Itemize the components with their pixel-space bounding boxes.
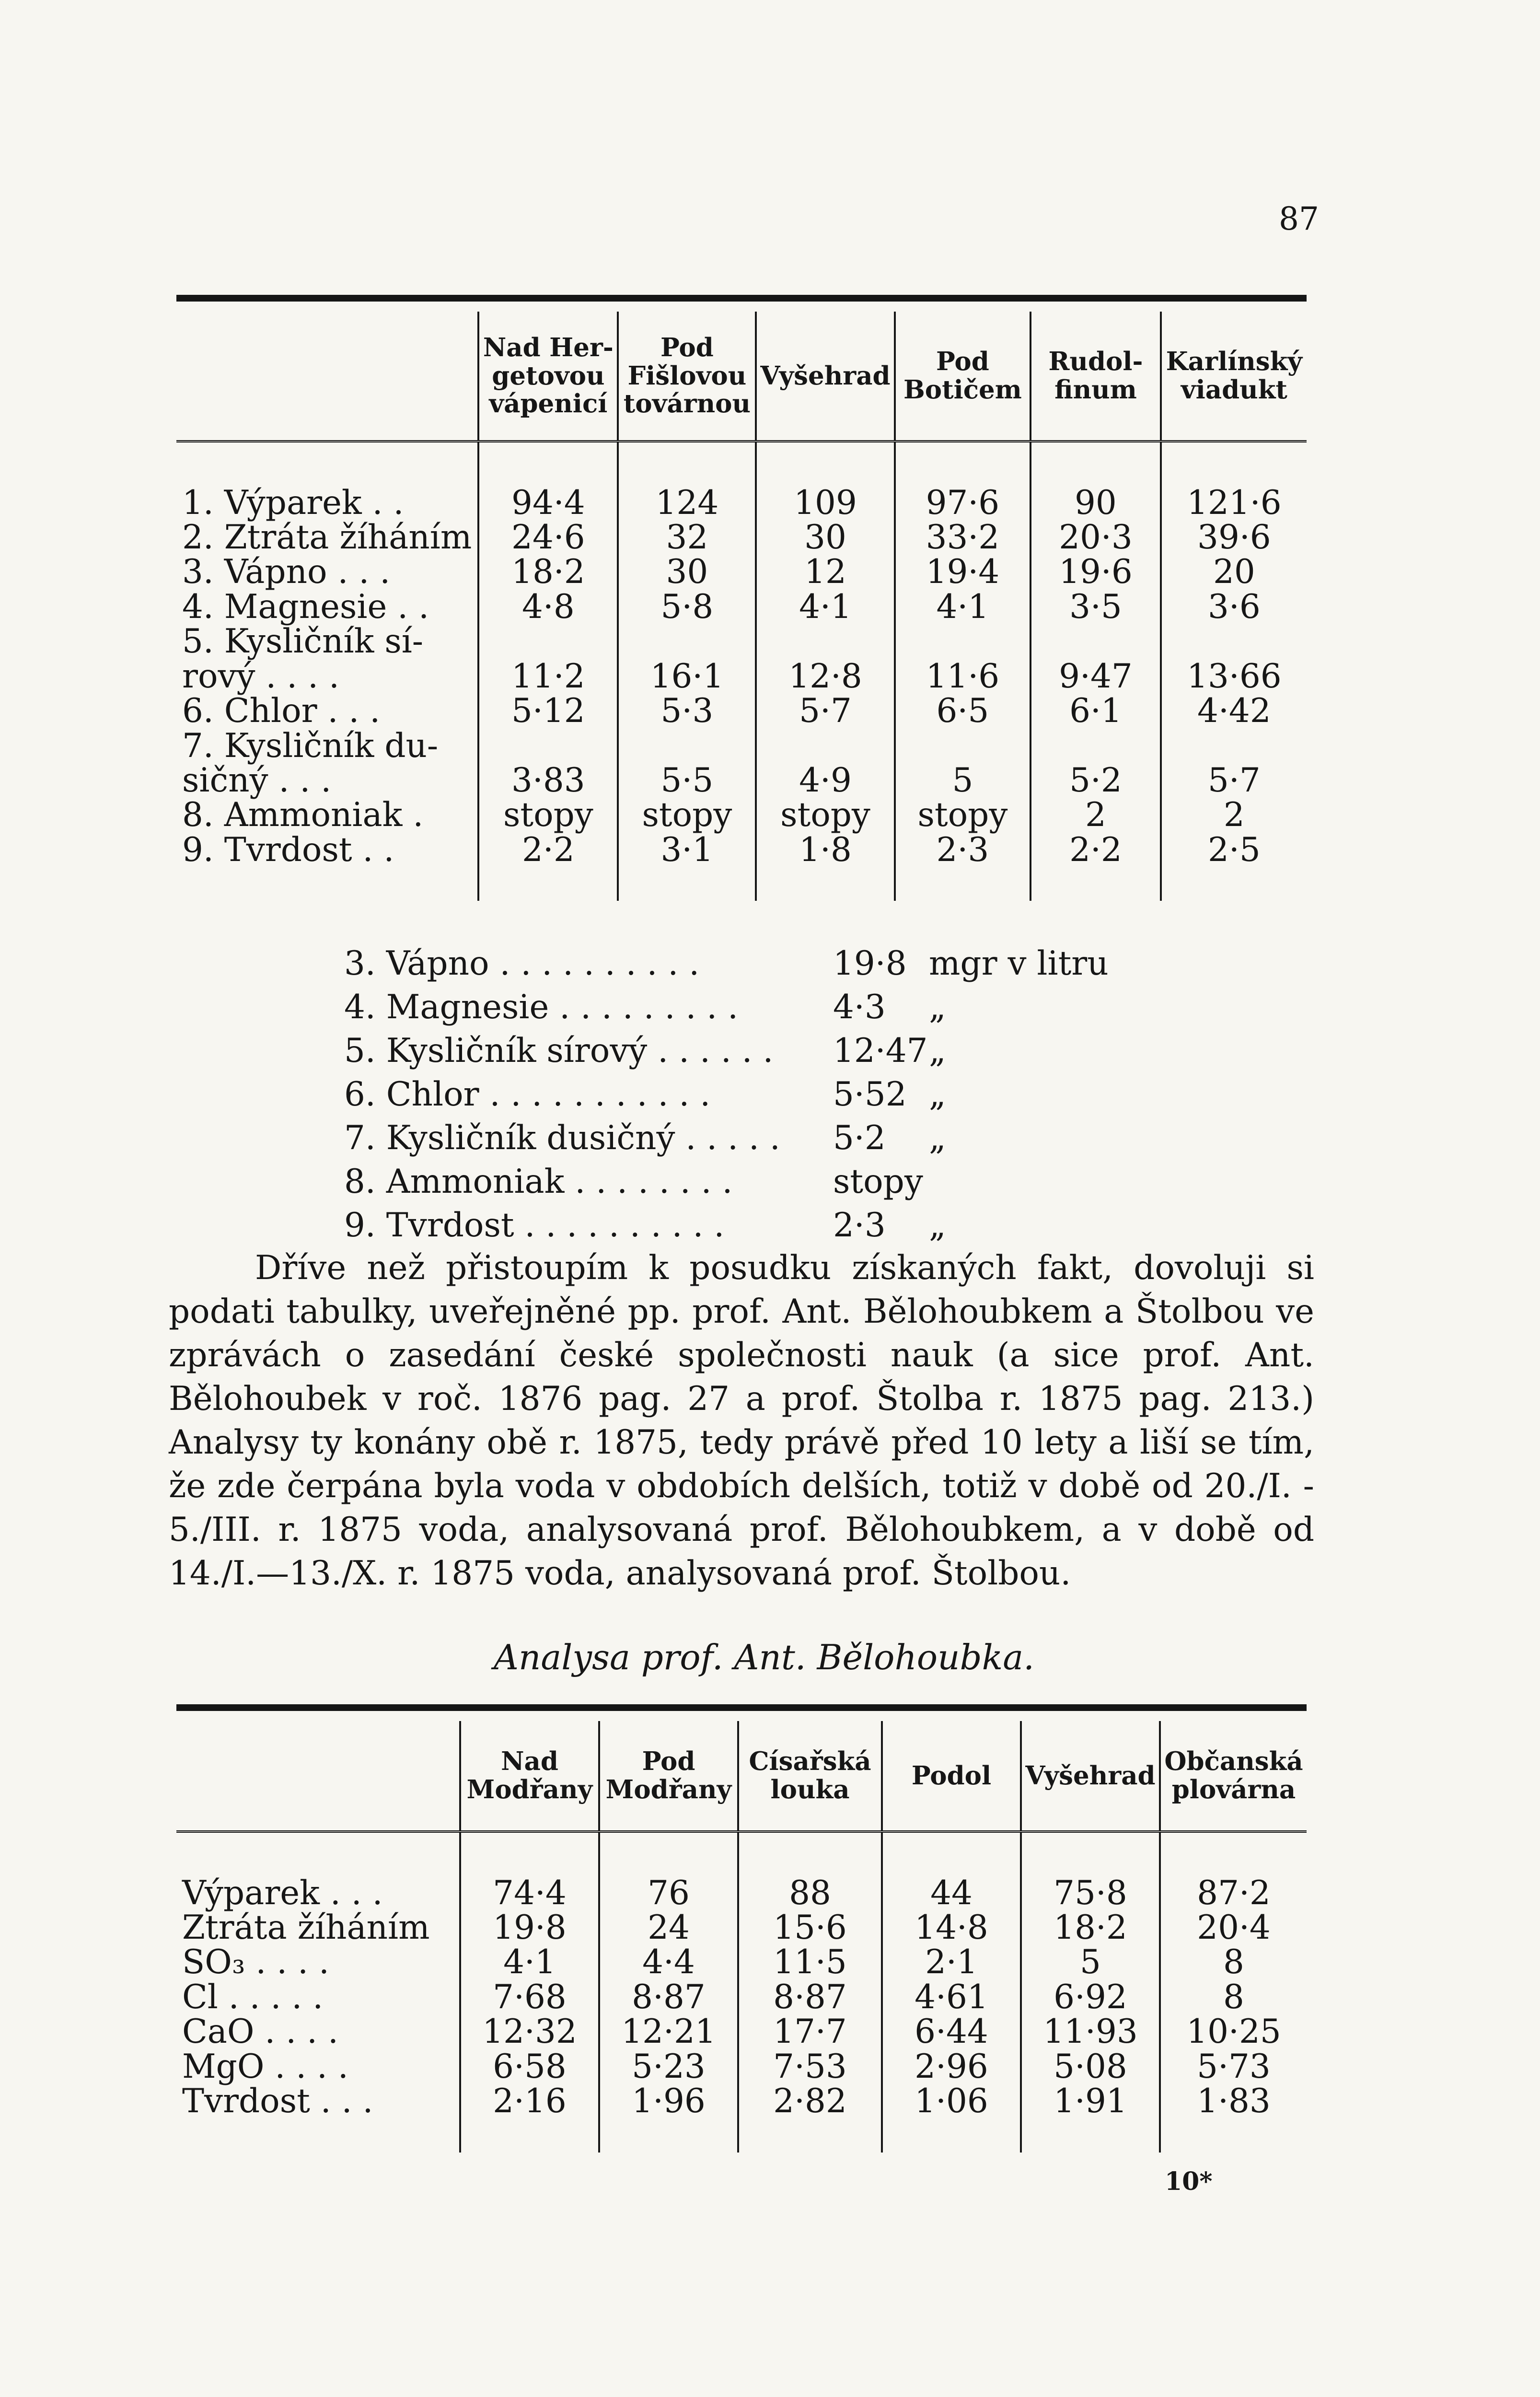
table1 <box>176 312 1307 901</box>
table2-tail-cell <box>176 2119 460 2153</box>
table-row <box>176 2084 1307 2118</box>
row-label: 6. Chlor . . . <box>182 692 381 731</box>
table-cell: 109 <box>756 486 894 520</box>
table-cell: 17·7 <box>738 2014 882 2049</box>
table-cell: 97·6 <box>895 486 1031 520</box>
row-label: 8. Ammoniak . <box>182 796 424 835</box>
list-item-label: 6. Chlor . . . . . . . . . . . <box>344 1075 711 1114</box>
list-item-value: 2·3 <box>833 1206 886 1245</box>
table-cell: 90 <box>1031 486 1161 520</box>
table-cell: 12 <box>756 555 894 589</box>
table-cell: 1·91 <box>1021 2084 1160 2118</box>
table-cell: 8 <box>1160 1945 1307 1979</box>
table2-tail-cell <box>1160 2119 1307 2153</box>
table-cell: 4·1 <box>460 1945 599 1979</box>
table-row <box>176 2014 1307 2049</box>
list-item <box>344 1073 1109 1117</box>
table2-tail-cell <box>738 2119 882 2153</box>
table-cell: 5·08 <box>1021 2049 1160 2084</box>
table-cell: 2 <box>1161 798 1307 832</box>
table-cell: 2·16 <box>460 2084 599 2118</box>
table1-tail-row <box>176 867 1307 901</box>
table-cell: 18·2 <box>478 555 618 589</box>
table-cell: 11·2 <box>478 659 618 694</box>
row-label: SO₃ . . . . <box>182 1943 329 1982</box>
table-cell <box>618 729 756 763</box>
table-cell: 44 <box>882 1876 1021 1910</box>
table-cell <box>478 729 618 763</box>
table2-tail-cell <box>460 2119 599 2153</box>
table1-spacer-cell <box>895 441 1031 486</box>
table-cell: 2·82 <box>738 2084 882 2118</box>
table-cell <box>1161 624 1307 659</box>
table-row <box>176 590 1307 624</box>
table-cell: 4·61 <box>882 1980 1021 2014</box>
table2 <box>176 1721 1307 2153</box>
table-cell: 11·5 <box>738 1945 882 1979</box>
table1-spacer-cell <box>1161 441 1307 486</box>
table2-header-5: Občanská plovárna <box>1160 1721 1307 1831</box>
summary-list <box>344 942 1109 1247</box>
row-label: 2. Ztráta žíháním <box>182 518 472 557</box>
table-cell: 39·6 <box>1161 520 1307 555</box>
table2-spacer-cell <box>599 1831 738 1876</box>
row-label: Cl . . . . . <box>182 1978 324 2016</box>
signature-mark: 10* <box>1165 2167 1213 2196</box>
table-cell <box>895 624 1031 659</box>
row-label: 5. Kysličník sí- <box>182 622 424 661</box>
table-row <box>176 833 1307 867</box>
table2-spacer-cell <box>1021 1831 1160 1876</box>
table-cell: 12·32 <box>460 2014 599 2049</box>
table-row <box>176 555 1307 589</box>
table-cell: 11·6 <box>895 659 1031 694</box>
list-item-value: stopy <box>833 1163 923 1201</box>
table-cell: 33·2 <box>895 520 1031 555</box>
table2-tail-cell <box>1021 2119 1160 2153</box>
table-cell: 4·42 <box>1161 694 1307 728</box>
list-item-unit: „ <box>929 1206 946 1245</box>
table-cell: 7·68 <box>460 1980 599 2014</box>
table-cell: 3·6 <box>1161 590 1307 624</box>
table-cell: 16·1 <box>618 659 756 694</box>
list-item-label: 9. Tvrdost . . . . . . . . . . <box>344 1206 725 1245</box>
table-row <box>176 1980 1307 2014</box>
table2-tail-cell <box>882 2119 1021 2153</box>
list-item <box>344 1160 1109 1204</box>
table1-top-rule <box>176 295 1307 302</box>
table-cell: 5·7 <box>756 694 894 728</box>
table1-header-5: Karlínský viadukt <box>1161 312 1307 441</box>
table-cell: 1·8 <box>756 833 894 867</box>
table-cell: 20·3 <box>1031 520 1161 555</box>
table1-header-3: Pod Botičem <box>895 312 1031 441</box>
table-cell: 87·2 <box>1160 1876 1307 1910</box>
table1-header-row <box>176 312 1307 441</box>
table-cell: 74·4 <box>460 1876 599 1910</box>
table-cell: 6·1 <box>1031 694 1161 728</box>
table-row <box>176 763 1307 798</box>
row-label: Výparek . . . <box>182 1873 383 1912</box>
table2-tail-row <box>176 2119 1307 2153</box>
table2-header-4: Vyšehrad <box>1021 1721 1160 1831</box>
list-item-label: 8. Ammoniak . . . . . . . . <box>344 1163 733 1201</box>
table-cell: 2 <box>1031 798 1161 832</box>
table-cell: 6·92 <box>1021 1980 1160 2014</box>
table-row <box>176 659 1307 694</box>
table-cell: 5·2 <box>1031 763 1161 798</box>
table-row <box>176 694 1307 728</box>
table-row <box>176 2049 1307 2084</box>
table2-top-rule <box>176 1704 1307 1711</box>
table-cell: 2·5 <box>1161 833 1307 867</box>
table2-header-3: Podol <box>882 1721 1021 1831</box>
table1-corner <box>176 312 478 441</box>
table-cell: 5·23 <box>599 2049 738 2084</box>
list-item-label: 3. Vápno . . . . . . . . . . <box>344 944 700 983</box>
table1-spacer-row <box>176 441 1307 486</box>
table-cell: 30 <box>618 555 756 589</box>
row-label: 9. Tvrdost . . <box>182 830 394 869</box>
table-cell: 5·73 <box>1160 2049 1307 2084</box>
table-cell: 11·93 <box>1021 2014 1160 2049</box>
table-cell <box>1031 624 1161 659</box>
table-cell: 4·8 <box>478 590 618 624</box>
table-cell: 7·53 <box>738 2049 882 2084</box>
table-cell: 8 <box>1160 1980 1307 2014</box>
table-cell: 8·87 <box>738 1980 882 2014</box>
row-label: 7. Kysličník du- <box>182 726 439 765</box>
table-cell: stopy <box>478 798 618 832</box>
row-label: sičný . . . <box>182 761 332 800</box>
list-item-value: 4·3 <box>833 988 886 1026</box>
table2-header-1: Pod Modřany <box>599 1721 738 1831</box>
table-cell: 2·2 <box>1031 833 1161 867</box>
table-cell: 12·8 <box>756 659 894 694</box>
table-cell: 30 <box>756 520 894 555</box>
table-cell: 1·96 <box>599 2084 738 2118</box>
table-cell: 124 <box>618 486 756 520</box>
table-cell: 8·87 <box>599 1980 738 2014</box>
row-label: 1. Výparek . . <box>182 483 404 522</box>
table2-header-row <box>176 1721 1307 1831</box>
table-cell: 5·8 <box>618 590 756 624</box>
table2-caption: Analysa prof. Ant. Bělohoubka. <box>494 1637 1035 1677</box>
table-cell: 20·4 <box>1160 1910 1307 1945</box>
list-item <box>344 942 1109 986</box>
table1-spacer-cell <box>756 441 894 486</box>
table-cell: 4·1 <box>895 590 1031 624</box>
table1-tail-cell <box>895 867 1031 901</box>
table-row <box>176 1910 1307 1945</box>
table2-spacer-row <box>176 1831 1307 1876</box>
list-item-unit: „ <box>929 1119 946 1157</box>
table-cell: 4·1 <box>756 590 894 624</box>
table1-header-1: Pod Fišlovou továrnou <box>618 312 756 441</box>
row-label: Tvrdost . . . <box>182 2082 373 2121</box>
table1-tail-cell <box>176 867 478 901</box>
table-cell: 2·3 <box>895 833 1031 867</box>
table-cell: 18·2 <box>1021 1910 1160 1945</box>
table2-spacer-cell <box>882 1831 1021 1876</box>
table-cell <box>618 624 756 659</box>
table1-header-0: Nad Her-getovou vápenicí <box>478 312 618 441</box>
table1-spacer-cell <box>478 441 618 486</box>
table1-header-4: Rudol-finum <box>1031 312 1161 441</box>
table-cell: 6·58 <box>460 2049 599 2084</box>
row-label: CaO . . . . <box>182 2013 338 2051</box>
table1-spacer-cell <box>618 441 756 486</box>
table-cell: 3·83 <box>478 763 618 798</box>
table-cell <box>1031 729 1161 763</box>
table-cell: 4·9 <box>756 763 894 798</box>
table-cell: 24 <box>599 1910 738 1945</box>
table2-spacer-cell <box>738 1831 882 1876</box>
list-item <box>344 1204 1109 1247</box>
row-label: Ztráta žíháním <box>182 1908 430 1947</box>
table-cell: 121·6 <box>1161 486 1307 520</box>
table-row <box>176 486 1307 520</box>
table1-tail-cell <box>618 867 756 901</box>
table-cell: 19·6 <box>1031 555 1161 589</box>
table-cell: 1·83 <box>1160 2084 1307 2118</box>
table-cell: 76 <box>599 1876 738 1910</box>
table-cell: 1·06 <box>882 2084 1021 2118</box>
table-cell: 94·4 <box>478 486 618 520</box>
list-item-unit: „ <box>929 988 946 1026</box>
table-cell <box>895 729 1031 763</box>
table2-header-0: Nad Modřany <box>460 1721 599 1831</box>
list-item <box>344 1029 1109 1073</box>
table-cell: 5·3 <box>618 694 756 728</box>
table-cell: 6·5 <box>895 694 1031 728</box>
table-cell: 2·1 <box>882 1945 1021 1979</box>
page-number: 87 <box>1279 200 1319 237</box>
table-cell: 20 <box>1161 555 1307 589</box>
table-cell: stopy <box>756 798 894 832</box>
table-cell: 2·2 <box>478 833 618 867</box>
table1-tail-cell <box>1031 867 1161 901</box>
row-label: 3. Vápno . . . <box>182 553 391 592</box>
list-item-label: 7. Kysličník dusičný . . . . . <box>344 1119 780 1157</box>
row-label: 4. Magnesie . . <box>182 587 429 626</box>
table-cell: 3·1 <box>618 833 756 867</box>
table1-tail-cell <box>478 867 618 901</box>
table2-spacer-cell <box>176 1831 460 1876</box>
list-item <box>344 986 1109 1029</box>
list-item-value: 12·47 <box>833 1032 928 1070</box>
list-item-unit: „ <box>929 1075 946 1114</box>
table-cell <box>756 729 894 763</box>
table-cell: 13·66 <box>1161 659 1307 694</box>
table-cell: 14·8 <box>882 1910 1021 1945</box>
table-cell: 75·8 <box>1021 1876 1160 1910</box>
table-cell: 5 <box>895 763 1031 798</box>
list-item-unit: „ <box>929 1032 946 1070</box>
list-item-label: 4. Magnesie . . . . . . . . . <box>344 988 739 1026</box>
table-cell: 24·6 <box>478 520 618 555</box>
table-cell: 19·4 <box>895 555 1031 589</box>
list-item <box>344 1117 1109 1160</box>
table-cell <box>756 624 894 659</box>
table2-corner <box>176 1721 460 1831</box>
table-cell: 15·6 <box>738 1910 882 1945</box>
table-cell: 5 <box>1021 1945 1160 1979</box>
table1-header-2: Vyšehrad <box>756 312 894 441</box>
list-item-unit: mgr v litru <box>929 944 1109 983</box>
list-item-value: 5·2 <box>833 1119 886 1157</box>
table-cell <box>478 624 618 659</box>
table-cell: 2·96 <box>882 2049 1021 2084</box>
table-cell: 9·47 <box>1031 659 1161 694</box>
table-row <box>176 798 1307 832</box>
table-cell: stopy <box>618 798 756 832</box>
table-cell: 10·25 <box>1160 2014 1307 2049</box>
table-row <box>176 1945 1307 1979</box>
list-item-value: 19·8 <box>833 944 907 983</box>
table2-spacer-cell <box>1160 1831 1307 1876</box>
row-label: MgO . . . . <box>182 2047 348 2086</box>
table-row <box>176 520 1307 555</box>
table-cell: 4·4 <box>599 1945 738 1979</box>
table-cell: 5·5 <box>618 763 756 798</box>
table-cell: 32 <box>618 520 756 555</box>
table-cell: 3·5 <box>1031 590 1161 624</box>
row-label: rový . . . . <box>182 657 339 696</box>
table-row <box>176 624 1307 659</box>
table2-spacer-cell <box>460 1831 599 1876</box>
body-paragraph: Dříve než přistoupím k posudku získaných fakt, dovoluji si podati tabulky, uveřejněné pp. prof. Ant. Bělohoubkem a Štolbou ve zprávách o zasedání české společnosti nauk (a sice prof. Ant. Bělohoubek v roč. 1876 pag. 27 a prof. Štolba r. 1875 pag. 213.) Analysy ty konány obě r. 1875, tedy právě před 10 lety a liší se tím, že zde čerpána byla voda v obdobích delších, totiž v době od 20./I. - 5./III. r. 1875 voda, analysovaná prof. Bělohoubkem, a v době od 14./I.—13./X. r. 1875 voda, analysovaná prof. Štolbou. <box>169 1249 1314 1593</box>
table-row <box>176 729 1307 763</box>
table-cell: stopy <box>895 798 1031 832</box>
table-cell: 5·12 <box>478 694 618 728</box>
table1-spacer-cell <box>1031 441 1161 486</box>
list-item-label: 5. Kysličník sírový . . . . . . <box>344 1032 774 1070</box>
list-item-value: 5·52 <box>833 1075 907 1114</box>
table-row <box>176 1876 1307 1910</box>
table2-header-2: Císařská louka <box>738 1721 882 1831</box>
table-cell: 19·8 <box>460 1910 599 1945</box>
table1-spacer-cell <box>176 441 478 486</box>
table-cell <box>1161 729 1307 763</box>
table-cell: 5·7 <box>1161 763 1307 798</box>
table1-tail-cell <box>1161 867 1307 901</box>
table2-tail-cell <box>599 2119 738 2153</box>
table-cell: 12·21 <box>599 2014 738 2049</box>
table-cell: 88 <box>738 1876 882 1910</box>
table-cell: 6·44 <box>882 2014 1021 2049</box>
table1-tail-cell <box>756 867 894 901</box>
